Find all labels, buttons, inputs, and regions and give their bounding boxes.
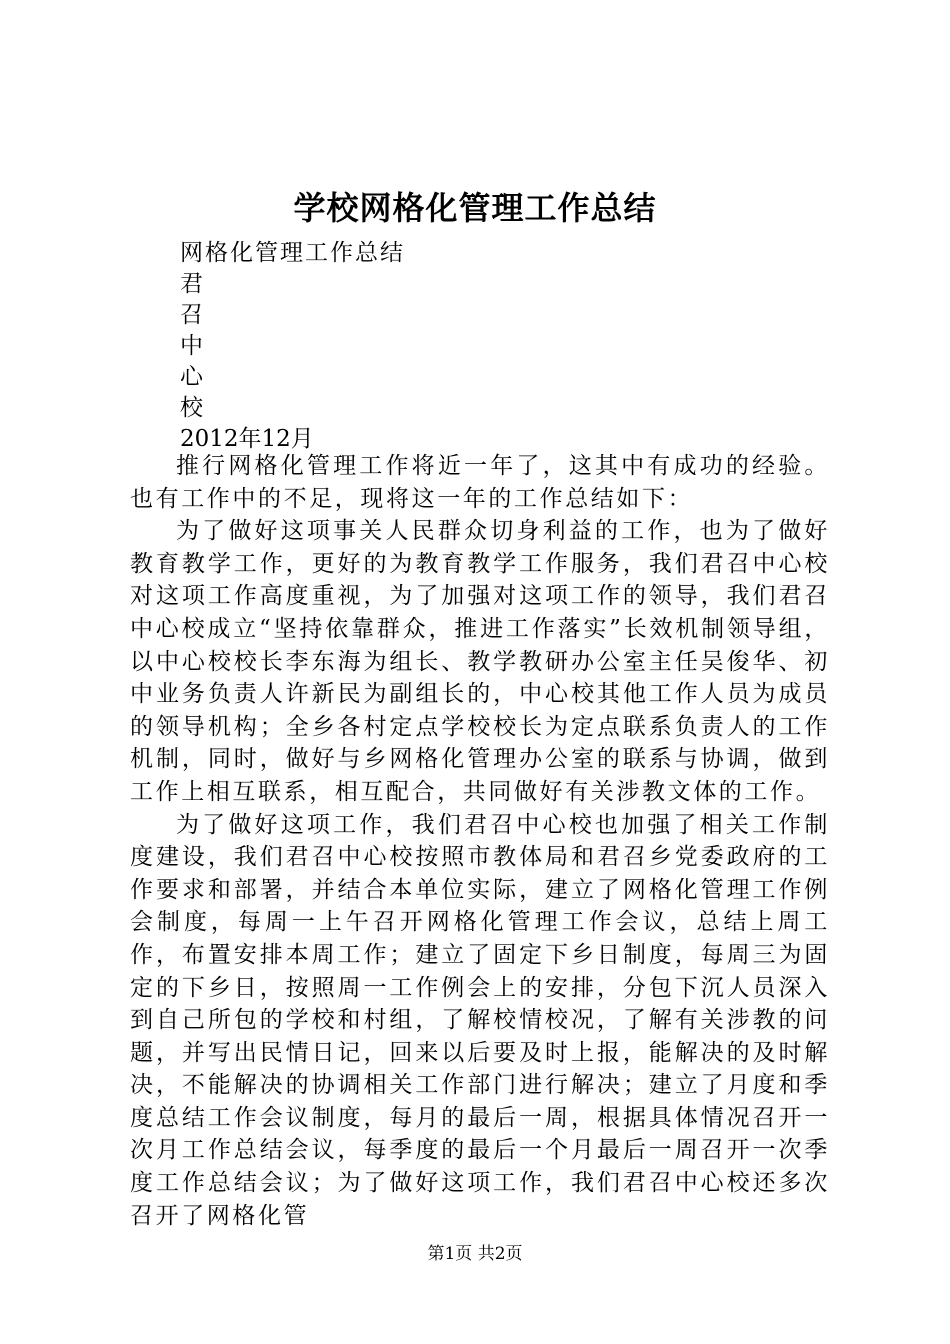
document-subtitle: 网格化管理工作总结: [180, 240, 405, 266]
body-paragraph: 为了做好这项工作，我们君召中心校也加强了相关工作制度建设，我们君召中心校按照市教体局和君召乡党委政府的工作要求和部署，并结合本单位实际，建立了网格化管理工作例会制度，每周一上午召开网格化管理工作会议，总结上周工作，布置安排本周工作；建立了固定下乡日制度，每周三为固定的下乡日，按照周一工作例会上的安排，分包下沉人员深入到自己所包的学校和村组，了解校情校况，了解有关涉教的问题，并写出民情日记，回来以后要及时上报，能解决的及时解决，不能解决的协调相关工作部门进行解决；建立了月度和季度总结工作会议制度，每月的最后一周，根据具体情况召开一次月工作总结会议，每季度的最后一个月最后一周召开一次季度工作总结会议；为了做好这项工作，我们君召中心校还多次召开了网格化管: [130, 811, 830, 1229]
document-title: 学校网格化管理工作总结: [293, 189, 657, 227]
school-name-char: 君: [180, 271, 203, 297]
school-name-char: 校: [180, 395, 203, 421]
document-date: 2012年12月: [180, 426, 314, 452]
document-body: [130, 450, 830, 1232]
body-paragraph: 为了做好这项事关人民群众切身利益的工作，也为了做好教育教学工作，更好的为教育教学工作服务，我们君召中心校对这项工作高度重视，为了加强对这项工作的领导，我们君召中心校成立“坚持依靠群众，推进工作落实”长效机制领导组，以中心校校长李东海为组长、教学教研办公室主任吴俊华、初中业务负责人许新民为副组长的，中心校其他工作人员为成员的领导机构；全乡各村定点学校校长为定点联系负责人的工作机制，同时，做好与乡网格化管理办公室的联系与协调，做到工作上相互联系，相互配合，共同做好有关涉教文体的工作。: [130, 518, 830, 805]
school-name-char: 中: [180, 333, 203, 359]
body-paragraph: 推行网格化管理工作将近一年了，这其中有成功的经验。也有工作中的不足，现将这一年的工作总结如下：: [130, 453, 830, 512]
school-name-char: 心: [180, 364, 203, 390]
page-footer: 第1页 共2页: [427, 1244, 523, 1264]
school-name-char: 召: [180, 302, 203, 328]
document-header: [180, 238, 820, 455]
